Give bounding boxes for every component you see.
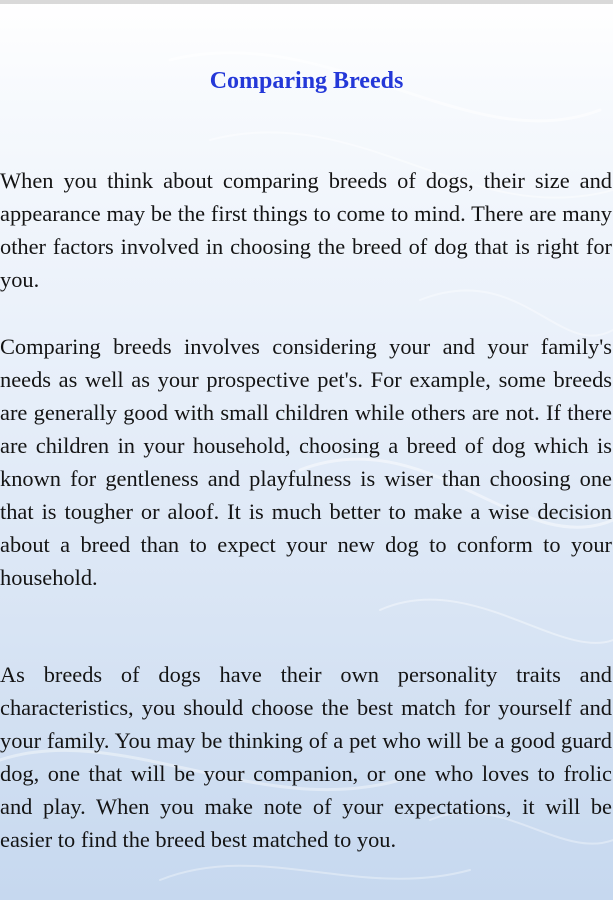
paragraph-family-needs: Comparing breeds involves considering your and your family's needs as well as your prospective pet's. For example, some breeds are generally good with small children while others are not. If there are children in your household, choosing a breed of dog which is known for gentleness and playfulness is wiser than choosing one that is tougher or aloof. It is much better to make a wise decision about a breed than to expect your new dog to conform to your household. xyxy=(0,334,612,590)
page-title: Comparing Breeds xyxy=(209,68,404,94)
paragraph-personality-traits: As breeds of dogs have their own personality traits and characteristics, you should choose the best match for yourself and your family. You may be thinking of a pet who will be a good guard dog, one that will be your companion, or one who loves to frolic and play. When you make note of your expectations, it will be easier to find the breed best matched to you. xyxy=(0,662,612,852)
paragraph-intro: When you think about comparing breeds of dogs, their size and appearance may be the first things to come to mind. There are many other factors involved in choosing the breed of dog that is right for you. xyxy=(0,168,612,292)
